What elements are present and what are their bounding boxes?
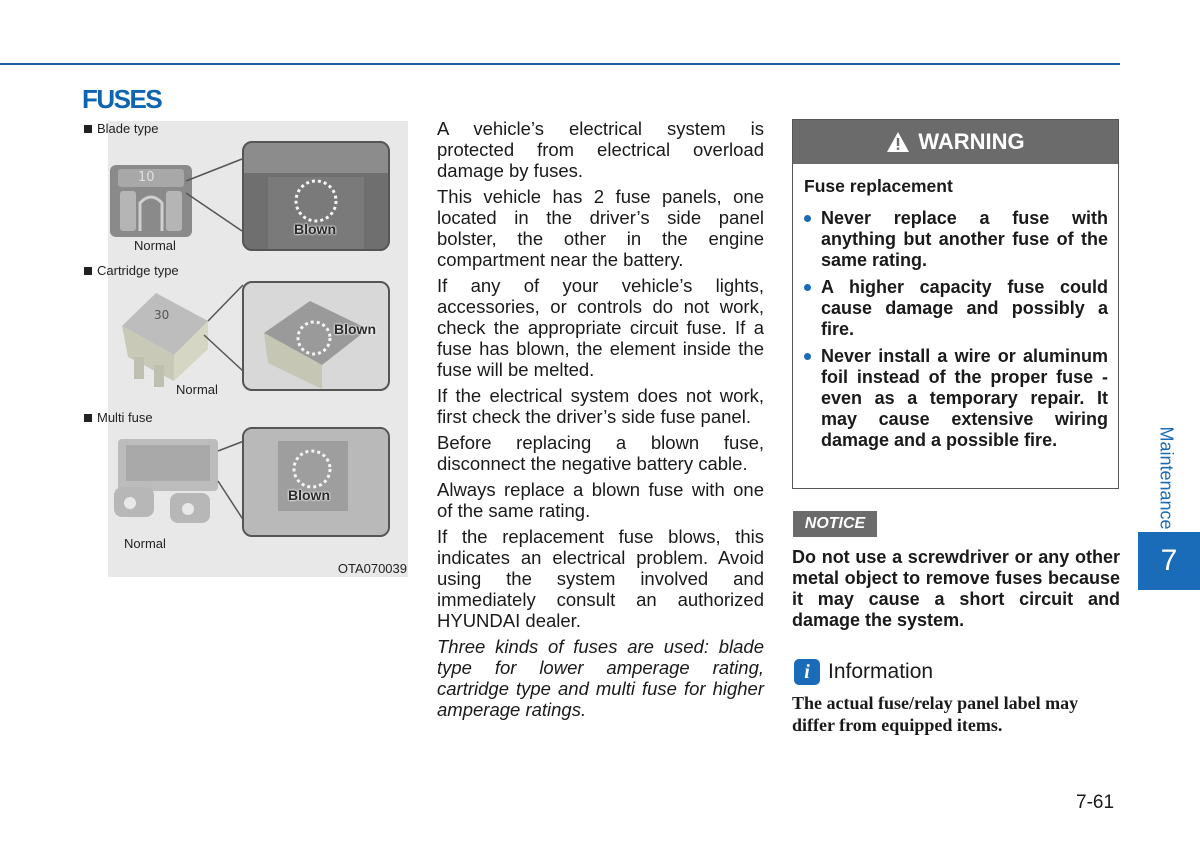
multi-blown-label: Blown (288, 487, 330, 503)
page-number: 7-61 (1076, 792, 1115, 813)
cartridge-type-label: Cartridge type (84, 263, 179, 278)
body-paragraph: If any of your vehicle’s lights, accessories, or controls do not work, check the appropriate circuit fuse. If a fuse has blown, the element inside the fuse will be melted. (437, 275, 764, 380)
warning-subtitle: Fuse replacement (804, 176, 953, 196)
chapter-number-tab: 7 (1138, 532, 1200, 590)
information-text: The actual fuse/relay panel label may differ from equipped items. (792, 693, 1079, 735)
multi-fuse-blown-zoom (242, 427, 390, 537)
chapter-side-label: Maintenance (1156, 425, 1177, 530)
information-title: Information (828, 660, 934, 683)
warning-item: Never replace a fuse with anything but another fuse of the same rating. (804, 208, 1108, 271)
bullet-icon (804, 215, 811, 222)
cartridge-fuse-normal-image (122, 285, 243, 387)
blade-fuse-blown-zoom (242, 141, 390, 251)
body-paragraph: A vehicle’s electrical system is protected from electrical overload damage by fuses. (437, 118, 764, 181)
fuse-types-note: Three kinds of fuses are used: blade type for lower amperage rating, cartridge type and multi fuse for higher amperage ratings. (437, 636, 764, 720)
warning-triangle-icon (886, 131, 910, 153)
cartridge-fuse-rating-label: 30 (154, 308, 170, 322)
top-rule (0, 63, 1120, 65)
bullet-icon (804, 353, 811, 360)
body-paragraph: If the electrical system does not work, first check the driver’s side fuse panel. (437, 385, 764, 427)
blade-blown-label: Blown (294, 221, 336, 237)
cartridge-blown-label: Blown (334, 321, 376, 337)
notice-badge: NOTICE (793, 511, 877, 537)
multi-normal-label: Normal (124, 536, 166, 551)
cartridge-fuse-blown-zoom (242, 281, 390, 391)
fuse-types-figure (97, 121, 408, 577)
information-header (794, 659, 933, 685)
info-icon: i (794, 659, 820, 685)
body-paragraph: This vehicle has 2 fuse panels, one located in the driver’s side panel bolster, the other in the engine compartment near the battery. (437, 186, 764, 270)
blade-normal-label: Normal (134, 238, 176, 253)
multi-fuse-normal-image (114, 439, 244, 523)
warning-title: WARNING (918, 129, 1025, 154)
blade-fuse-rating-label: 10 (138, 170, 155, 185)
bullet-icon (804, 284, 811, 291)
figure-code: OTA070039 (337, 561, 407, 576)
blade-type-label: Blade type (84, 121, 158, 136)
warning-item: Never install a wire or aluminum foil instead of the proper fuse - even as a temporary repair. It may cause extensive wiring damage and a possible fire. (804, 346, 1108, 451)
body-paragraph: Before replacing a blown fuse, disconnect the negative battery cable. (437, 432, 764, 474)
blade-fuse-normal-image (110, 159, 242, 237)
warning-header (793, 120, 1118, 164)
warning-item: A higher capacity fuse could cause damage and possibly a fire. (804, 277, 1108, 340)
cartridge-normal-label: Normal (176, 382, 218, 397)
body-paragraph: If the replacement fuse blows, this indicates an electrical problem. Avoid using the system involved and immediately consult an authorized HYUNDAI dealer. (437, 526, 764, 631)
warning-box (792, 119, 1119, 489)
body-text (437, 118, 764, 725)
page-title: FUSES (82, 84, 162, 114)
body-paragraph: Always replace a blown fuse with one of the same rating. (437, 479, 764, 521)
notice-text: Do not use a screwdriver or any other metal object to remove fuses because it may cause a short circuit and damage the system. (792, 547, 1120, 630)
multi-fuse-label: Multi fuse (84, 410, 153, 425)
